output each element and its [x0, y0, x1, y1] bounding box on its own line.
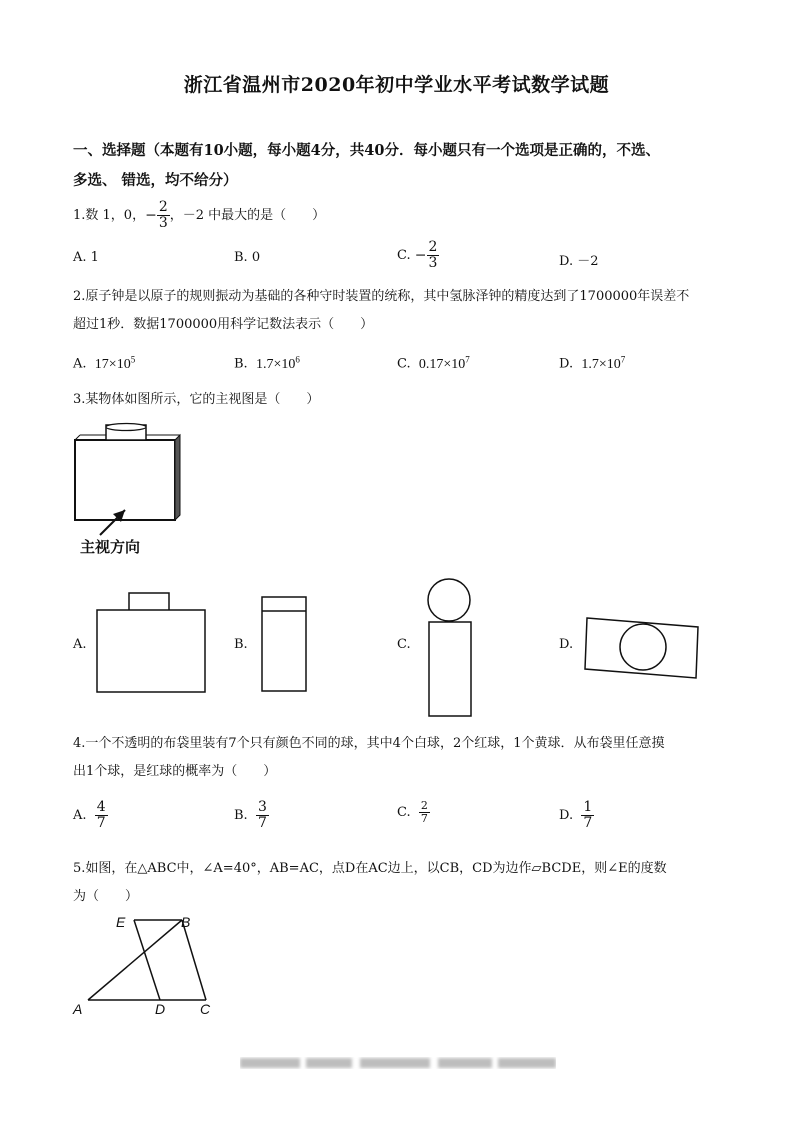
- q1-option-c[interactable]: [397, 240, 439, 271]
- frac-num: 4: [96, 799, 106, 815]
- point-label-e: E: [116, 914, 126, 930]
- option-value: [418, 354, 470, 372]
- q1-option-b[interactable]: [234, 250, 260, 265]
- q3-option-a-label[interactable]: A.: [73, 637, 87, 652]
- option-fraction: [95, 800, 108, 831]
- sci-base: 1.7×10: [255, 356, 296, 372]
- option-value: [255, 354, 300, 372]
- option-label: A.: [73, 250, 87, 265]
- option-value: [94, 354, 136, 372]
- q5-line1: 5.如图，在△ABC中，∠A=40°，AB=AC，点D在AC边上，以CB，CD为边作▱BCDE，则∠E的度数: [73, 861, 667, 876]
- option-label: B.: [234, 808, 248, 823]
- frac-den: 7: [257, 815, 267, 831]
- option-label: D.: [559, 808, 574, 823]
- q3-option-d-figure[interactable]: [582, 610, 704, 682]
- sci-base: 0.17×10: [418, 356, 466, 372]
- point-label-b: B: [181, 914, 191, 930]
- frac-den: 7: [96, 815, 106, 831]
- frac-den: 7: [583, 815, 593, 831]
- option-neg-sign: −: [414, 247, 427, 264]
- option-label: D.: [559, 254, 574, 269]
- option-label: B.: [234, 250, 248, 265]
- option-label: C.: [397, 356, 411, 372]
- view-direction-label: 主视方向: [80, 539, 141, 556]
- q3-option-d-label[interactable]: D.: [559, 637, 574, 652]
- option-label: C.: [397, 248, 411, 263]
- section-heading: [73, 136, 733, 196]
- q4-option-a[interactable]: [73, 800, 108, 831]
- frac-den: 3: [428, 255, 438, 271]
- option-fraction: [581, 800, 594, 831]
- q5-line2: 为（ ）: [73, 889, 139, 904]
- object-side: [175, 435, 180, 520]
- q3-option-c-figure[interactable]: [420, 574, 480, 722]
- sci-exp: 7: [465, 354, 470, 364]
- q2-option-a[interactable]: [73, 354, 135, 373]
- option-value: [581, 354, 626, 372]
- q1-option-d[interactable]: [559, 250, 599, 269]
- q2-option-b[interactable]: [234, 354, 300, 373]
- question-4: [73, 730, 733, 786]
- q4-option-b[interactable]: [234, 800, 269, 831]
- q1-frac-den: 3: [158, 215, 168, 231]
- q3-option-b-label[interactable]: B.: [234, 637, 248, 652]
- q2-option-d[interactable]: [559, 354, 625, 373]
- option-value: －2: [577, 254, 599, 269]
- option-value: 1: [90, 250, 99, 265]
- option-label: D.: [559, 356, 574, 372]
- option-label: A.: [73, 356, 87, 372]
- object-drawing: [75, 424, 180, 536]
- segment-bc: [182, 920, 206, 1000]
- question-1: [73, 200, 733, 231]
- option-label: C.: [397, 805, 411, 820]
- sci-exp: 5: [130, 354, 136, 364]
- question-2: [73, 283, 733, 339]
- q2-option-c[interactable]: [397, 354, 470, 373]
- option-fraction: [419, 800, 430, 825]
- q2-line2: 超过1秒．数据1700000用科学记数法表示（ ）: [73, 317, 374, 332]
- frac-den: 7: [420, 812, 428, 825]
- option-label: A.: [73, 808, 87, 823]
- sci-exp: 6: [295, 354, 300, 364]
- q5-parallelogram-figure: [68, 908, 228, 1020]
- frac-num: 1: [583, 799, 593, 815]
- q4-option-c[interactable]: [397, 800, 430, 825]
- section-heading-line1: 一、选择题（本题有10小题，每小题4分，共40分．每小题只有一个选项是正确的，不选、: [73, 142, 660, 159]
- q2-line1: 2.原子钟是以原子的规则振动为基础的各种守时装置的统称，其中氢脉泽钟的精度达到了1700000年误差不: [73, 289, 690, 304]
- page-title: 浙江省温州市2020年初中学业水平考试数学试题: [183, 74, 610, 96]
- point-label-a: A: [73, 1001, 83, 1017]
- q1-suffix: ，－2 中最大的是（ ）: [169, 208, 326, 223]
- sci-base: 1.7×10: [581, 356, 621, 372]
- segment-ab: [88, 920, 182, 1000]
- q1-frac-num: 2: [158, 199, 168, 215]
- q1-prefix: 1.数 1，0，: [73, 208, 146, 223]
- q3-option-a-figure[interactable]: [92, 590, 212, 695]
- q3-object-figure: [70, 420, 190, 560]
- option-fraction: [427, 240, 440, 271]
- point-label-d: D: [155, 1001, 166, 1017]
- footer-watermark: [240, 1054, 556, 1072]
- question-3: 3.某物体如图所示，它的主视图是（ ）: [73, 392, 320, 407]
- q1-fraction: [157, 200, 170, 231]
- sci-exp: 7: [620, 354, 626, 364]
- option-label: B.: [234, 356, 248, 372]
- option-value: 0: [251, 250, 261, 265]
- q4-option-d[interactable]: [559, 800, 594, 831]
- q3-option-b-figure[interactable]: [258, 594, 312, 694]
- question-5: [73, 855, 733, 911]
- frac-num: 2: [428, 239, 438, 255]
- q4-line1: 4.一个不透明的布袋里装有7个只有颜色不同的球，其中4个白球，2个红球，1个黄球．从布袋里任意摸: [73, 736, 665, 751]
- q3-option-c-label[interactable]: C.: [397, 637, 411, 652]
- segment-ed: [134, 920, 160, 1000]
- q1-neg-sign: −: [145, 207, 157, 224]
- q1-option-a[interactable]: [73, 250, 99, 265]
- option-fraction: [256, 800, 269, 831]
- sci-base: 17×10: [94, 356, 131, 372]
- object-box: [75, 440, 175, 520]
- frac-num: 2: [420, 799, 428, 812]
- section-heading-line2: 多选、 错选，均不给分）: [73, 172, 238, 189]
- q4-line2: 出1个球，是红球的概率为（ ）: [73, 764, 277, 779]
- point-label-c: C: [200, 1001, 211, 1017]
- frac-num: 3: [257, 799, 267, 815]
